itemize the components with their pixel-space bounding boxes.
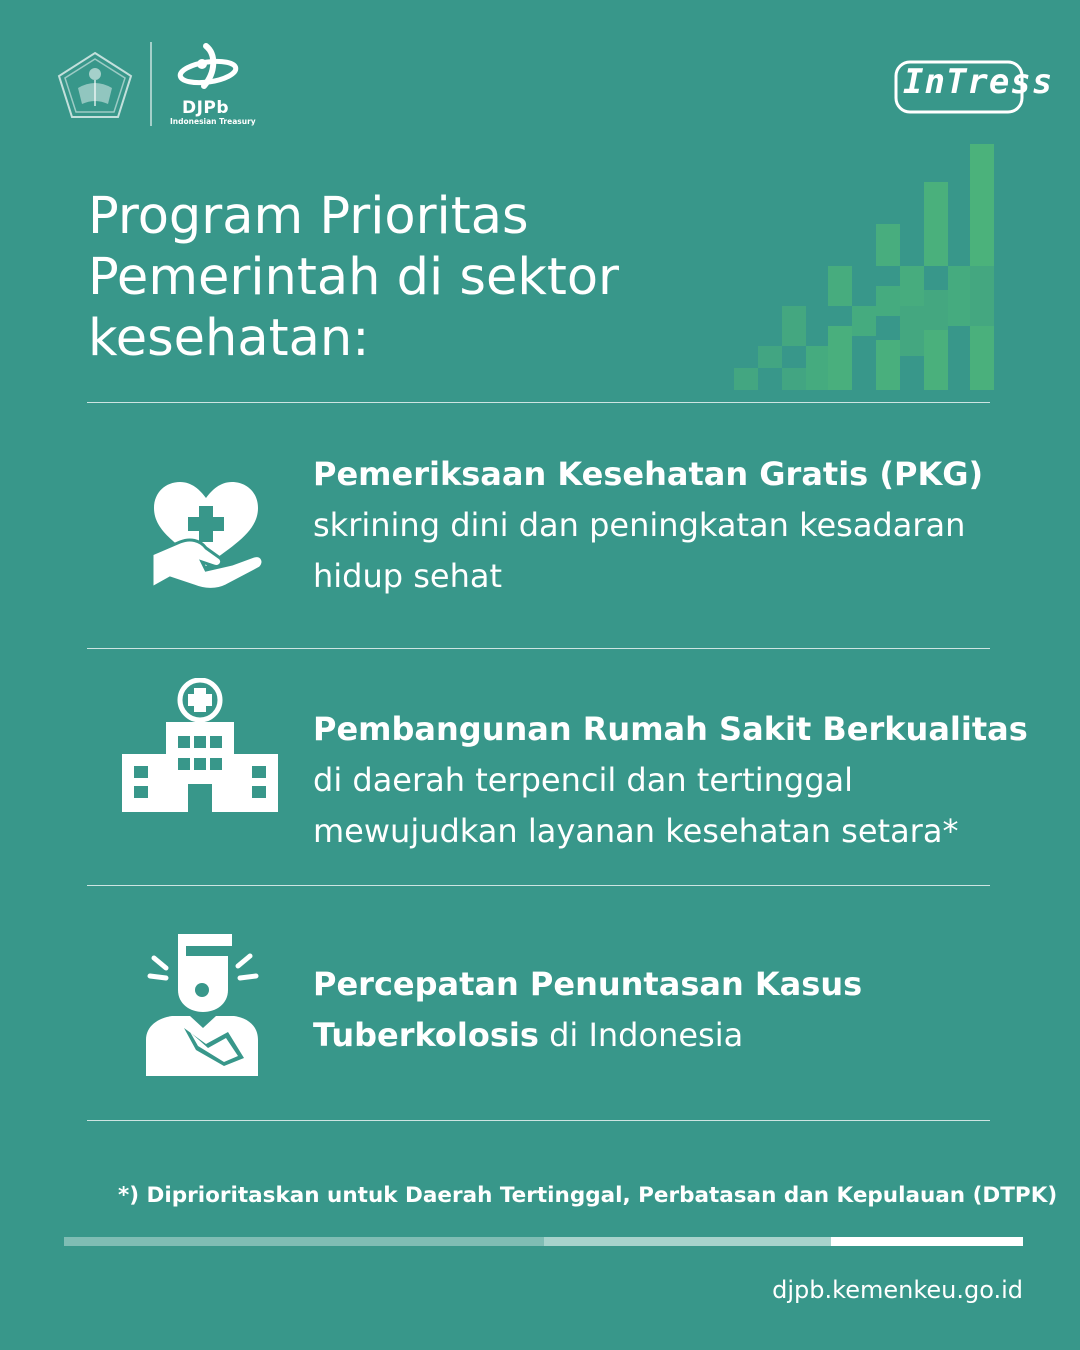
divider: [87, 648, 990, 649]
title-line: Pemerintah di sektor: [88, 248, 620, 307]
page-title: [88, 186, 708, 369]
item-title-line-2: [313, 1010, 862, 1061]
item-pkg: [313, 449, 983, 602]
item-tuberculosis: [313, 959, 862, 1061]
intress-logo: InTress: [903, 62, 1054, 102]
progress-segment: [64, 1237, 544, 1246]
footnote: *) Diprioritaskan untuk Daerah Tertinggal, Perbatasan dan Kepulauan (DTPK): [118, 1183, 1058, 1208]
decorative-bar-blocks: [730, 140, 1000, 395]
item-text: di Indonesia: [538, 1016, 744, 1054]
item-text: di daerah terpencil dan tertinggal: [313, 761, 854, 799]
hospital-icon: [120, 678, 280, 814]
divider: [87, 885, 990, 886]
djpb-name: DJPb: [182, 98, 230, 118]
progress-segment: [831, 1237, 1023, 1246]
coughing-person-icon: [140, 932, 266, 1078]
kemenkeu-emblem-icon: [56, 50, 134, 120]
progress-segment: [544, 1237, 831, 1246]
header-divider: [150, 42, 152, 126]
item-text: skrining dini dan peningkatan kesadaran: [313, 506, 966, 544]
item-title: Pemeriksaan Kesehatan Gratis (PKG): [313, 455, 984, 493]
divider: [87, 402, 990, 403]
item-title: Pembangunan Rumah Sakit Berkualitas: [313, 710, 1028, 748]
item-text: mewujudkan layanan kesehatan setara*: [313, 812, 959, 850]
progress-bar: [64, 1237, 1023, 1246]
divider: [87, 1120, 990, 1121]
item-title: Percepatan Penuntasan Kasus: [313, 965, 863, 1003]
item-text: hidup sehat: [313, 557, 503, 595]
website-link[interactable]: djpb.kemenkeu.go.id: [772, 1276, 1023, 1304]
title-line: kesehatan:: [88, 309, 370, 368]
title-line: Program Prioritas: [88, 187, 529, 246]
item-title-bold: Tuberkolosis: [313, 1016, 539, 1054]
item-hospital: [313, 704, 1028, 857]
djpb-subtitle: Indonesian Treasury: [170, 117, 256, 126]
heart-hand-icon: [120, 478, 270, 598]
